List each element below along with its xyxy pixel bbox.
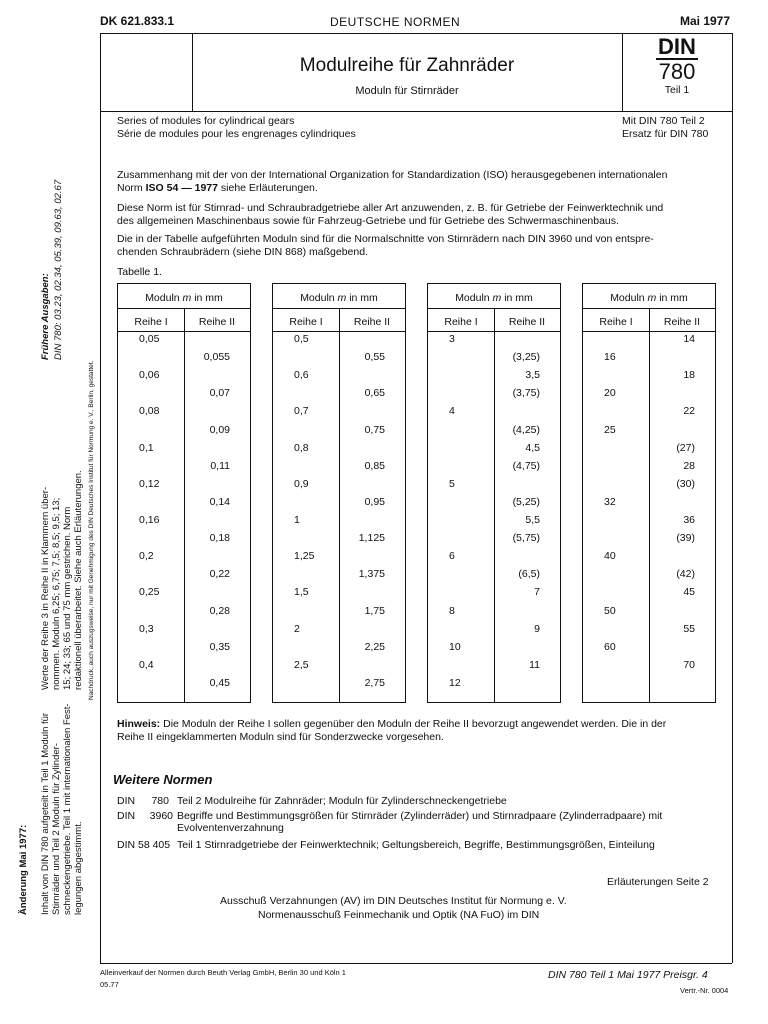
table-cell-reihe-1: 0,5 [294, 333, 309, 345]
english-title: Series of modules for cylindrical gears [117, 115, 295, 127]
frame-top-line [100, 33, 732, 34]
din-number: 780 [658, 59, 696, 84]
table-cell-reihe-2: (39) [676, 532, 695, 545]
table-title-text: Moduln [455, 292, 493, 304]
committee-line2: Normenausschuß Feinmechanik und Optik (NA FuO) im DIN [258, 909, 540, 921]
table-cell-reihe-2: (6,5) [518, 568, 540, 581]
table-cell-reihe-2: 1,75 [364, 604, 385, 617]
note-line2: Reihe II eingeklammerten Moduln sind für Sonderzwecke vorgesehen. [117, 731, 444, 743]
further-text: Begriffe und Bestimmungsgrößen für Stirnräder (Zylinderräder) und Stirnradpaare (Zylinderradpaare) mit [177, 810, 663, 822]
table-cell-reihe-2: 0,45 [209, 676, 230, 689]
table-title [428, 292, 560, 304]
table-cell-reihe-2: 2,75 [364, 676, 385, 689]
table-cell-reihe-1: 16 [604, 351, 616, 364]
table-title-symbol: m [647, 292, 657, 304]
table-cell-reihe-2: 0,22 [209, 568, 230, 581]
table-cell-reihe-1: 6 [449, 550, 455, 563]
table-title-unit: in mm [346, 292, 378, 304]
frame-bottom-line [100, 963, 732, 964]
further-din: DIN [117, 795, 136, 807]
table-cell-reihe-1: 32 [604, 495, 616, 508]
table-label: Tabelle 1. [117, 266, 162, 278]
french-title: Série de modules pour les engrenages cylindriques [117, 128, 356, 140]
footer-reference: DIN 780 Teil 1 Mai 1977 Preisgr. 4 [548, 969, 708, 981]
table-cell-reihe-2: (3,75) [512, 387, 540, 400]
table-cell-reihe-2: 4,5 [525, 441, 540, 454]
table-title [118, 292, 250, 304]
intro-p2-line1: Diese Norm ist für Stirnrad- und Schraubradgetriebe aller Art anzuwenden, z. B. für Getriebe der Feinwerktechnik und [117, 202, 664, 214]
table-cell-reihe-1: 0,25 [139, 586, 160, 599]
table-cell-reihe-2: 0,55 [364, 351, 385, 364]
table-cell-reihe-1: 0,7 [294, 405, 309, 418]
table-block [427, 283, 561, 703]
values-note-line2: nommen. Moduln 6,25; 6,75; 7,5; 8,5; 9,5; 13; [51, 497, 62, 690]
table-cell-reihe-1: 0,6 [294, 369, 309, 382]
table-cell-reihe-1: 8 [449, 604, 455, 617]
table-cell-reihe-2: 0,055 [203, 351, 230, 364]
footer-vertrag: Vertr.-Nr. 0004 [680, 986, 729, 995]
table-cell-reihe-2: 1,375 [358, 568, 385, 581]
table-cell-reihe-1: 1,25 [294, 550, 315, 563]
table-cell-reihe-1: 0,4 [139, 658, 154, 671]
din-part: Teil 1 [664, 84, 690, 96]
with-reference: Mit DIN 780 Teil 2 [622, 115, 705, 127]
table-cell-reihe-2: 0,28 [209, 604, 230, 617]
table-cell-reihe-2: (4,75) [512, 459, 540, 472]
further-din: DIN [117, 810, 136, 822]
table-cell-reihe-2: 0,18 [209, 532, 230, 545]
table-title-symbol: m [337, 292, 347, 304]
table-cell-reihe-1: 5 [449, 477, 455, 490]
column-header-reihe-1: Reihe I [599, 316, 633, 328]
header-date: Mai 1977 [680, 14, 731, 28]
table-cell-reihe-1: 0,16 [139, 514, 160, 526]
intro-p2-line2: des allgemeinen Maschinenbaus sowie für Fahrzeug-Getriebe und für Getriebe des Schwermaschinenbaus. [117, 215, 619, 227]
table-cell-reihe-1: 50 [604, 604, 616, 617]
reprint-notice: Nachdruck, auch auszugsweise, nur mit Genehmigung des DIN Deutsches Institut für Normung e. V., Berlin, gestattet. [88, 360, 95, 700]
table-cell-reihe-1: 0,06 [139, 369, 160, 382]
table-cell-reihe-2: 0,85 [364, 459, 385, 472]
main-title: Modulreihe für Zahnräder [299, 55, 515, 76]
table-cell-reihe-1: 60 [604, 640, 616, 653]
table-cell-reihe-1: 12 [449, 676, 461, 689]
table-cell-reihe-2: 0,65 [364, 387, 385, 400]
din-mark [622, 36, 732, 96]
table-cell-reihe-2: (27) [676, 441, 695, 454]
header-title: DEUTSCHE NORMEN [330, 15, 461, 29]
table-cell-reihe-2: (5,25) [512, 495, 540, 508]
table-cell-reihe-2: 45 [683, 586, 695, 599]
table-cell-reihe-2: 14 [683, 333, 695, 345]
further-num: 3960 [149, 810, 173, 822]
table-cell-reihe-2: (3,25) [512, 351, 540, 364]
see-explanations: Erläuterungen Seite 2 [607, 876, 709, 888]
table-cell-reihe-2: 0,14 [209, 495, 230, 508]
table-cell-reihe-1: 1 [294, 514, 300, 526]
table-cell-reihe-2: 0,11 [210, 459, 230, 472]
table-cell-reihe-1: 4 [449, 405, 455, 418]
table-title-unit: in mm [191, 292, 223, 304]
table-title-text: Moduln [145, 292, 183, 304]
table-cell-reihe-2: 11 [529, 658, 540, 671]
change-line4: legungen abgestimmt. [73, 821, 84, 915]
table-title [273, 292, 405, 304]
iso-reference: ISO 54 — 1977 [145, 182, 218, 194]
table-cell-reihe-2: 0,09 [209, 423, 230, 436]
intro-p1-line1: Zusammenhang mit der von der International Organization for Standardization (ISO) herausgegebenen internationalen [117, 169, 668, 181]
table-cell-reihe-1: 0,05 [139, 333, 160, 345]
table-cell-reihe-2: 70 [683, 658, 695, 671]
table-cell-reihe-1: 0,08 [139, 405, 160, 418]
table-cell-reihe-1: 0,12 [139, 477, 160, 490]
table-cell-reihe-1: 1,5 [294, 586, 309, 599]
title-block-divider [100, 111, 732, 112]
values-note-line3: 15; 24; 33; 65 und 75 mm gestrichen. Norm [62, 506, 73, 690]
table-cell-reihe-2: (30) [676, 477, 695, 490]
earlier-editions: DIN 780: 03.23, 02.34, 05.39, 09.63, 02.67 [53, 179, 64, 360]
note-line1 [117, 718, 666, 731]
earlier-editions-title: Frühere Ausgaben: [40, 273, 51, 360]
table-cell-reihe-1: 2 [294, 622, 300, 635]
din-logo: DIN [658, 34, 696, 59]
table-column-rule [649, 308, 650, 702]
table-title [583, 292, 715, 304]
table-cell-reihe-2: 55 [683, 622, 695, 635]
table-cell-reihe-2: 18 [683, 369, 695, 382]
note-text: Die Moduln der Reihe I sollen gegenüber den Moduln der Reihe II bevorzugt angewendet werden. Die in der [160, 718, 667, 730]
further-text: Teil 2 Modulreihe für Zahnräder; Moduln für Zylinderschneckengetriebe [177, 795, 507, 807]
further-text: Teil 1 Stirnradgetriebe der Feinwerktechnik; Geltungsbereich, Begriffe, Bestimmungsgrößen, Einteilung [177, 839, 655, 851]
column-header-reihe-2: Reihe II [198, 316, 236, 328]
table-block [582, 283, 716, 703]
table-cell-reihe-1: 0,3 [139, 622, 154, 635]
table-cell-reihe-1: 25 [604, 423, 616, 436]
further-din: DIN 58 405 [117, 839, 171, 851]
intro-p1-line2 [117, 182, 318, 195]
further-heading: Weitere Normen [113, 772, 213, 787]
note-label: Hinweis: [117, 718, 161, 730]
further-text-cont: Evolventenverzahnung [177, 822, 284, 834]
dk-number: DK 621.833.1 [100, 14, 175, 28]
column-header-reihe-1: Reihe I [289, 316, 323, 328]
change-title: Änderung Mai 1977: [18, 824, 29, 915]
table-cell-reihe-2: 0,95 [364, 495, 385, 508]
change-line1: Inhalt von DIN 780 aufgeteilt in Teil 1 Moduln für [40, 712, 51, 915]
table-cell-reihe-2: 2,25 [364, 640, 385, 653]
table-cell-reihe-1: 3 [449, 333, 455, 345]
table-cell-reihe-2: (4,25) [512, 423, 540, 436]
values-note-line1: Werte der Reihe 3 in Reihe II in Klammern über- [40, 486, 51, 690]
table-cell-reihe-1: 0,1 [139, 441, 154, 454]
table-cell-reihe-1: 0,9 [294, 477, 309, 490]
table-cell-reihe-1: 0,2 [139, 550, 154, 563]
table-title-symbol: m [492, 292, 502, 304]
table-cell-reihe-2: 7 [534, 586, 540, 599]
change-line3: schneckengetriebe. Teil 1 mit internationalen Fest- [62, 703, 73, 915]
table-cell-reihe-2: (5,75) [512, 532, 540, 545]
table-cell-reihe-2: 0,07 [209, 387, 230, 400]
intro-p3-line1: Die in der Tabelle aufgeführten Moduln sind für die Normalschnitte von Stirnrädern nach DIN 3960 und von entspre- [117, 233, 654, 245]
column-header-reihe-2: Reihe II [508, 316, 546, 328]
table-cell-reihe-1: 40 [604, 550, 616, 563]
subtitle: Moduln für Stirnräder [355, 85, 459, 97]
column-header-reihe-1: Reihe I [444, 316, 478, 328]
table-title-unit: in mm [656, 292, 688, 304]
intro-text: Norm [117, 182, 146, 194]
table-cell-reihe-1: 0,8 [294, 441, 309, 454]
table-cell-reihe-2: 1,125 [358, 532, 385, 545]
table-cell-reihe-2: 0,35 [209, 640, 230, 653]
table-cell-reihe-2: 28 [683, 459, 695, 472]
table-cell-reihe-2: 3,5 [525, 369, 540, 382]
column-header-reihe-2: Reihe II [353, 316, 391, 328]
table-cell-reihe-2: (42) [676, 568, 695, 581]
replaces-reference: Ersatz für DIN 780 [622, 128, 709, 140]
committee-line1: Ausschuß Verzahnungen (AV) im DIN Deutsches Institut für Normung e. V. [220, 895, 567, 907]
table-cell-reihe-2: 9 [534, 622, 540, 635]
table-cell-reihe-2: 22 [683, 405, 695, 418]
values-note-line4: redaktionell überarbeitet. Siehe auch Erläuterungen. [73, 470, 84, 690]
intro-p3-line2: chenden Schraubrädern (siehe DIN 868) maßgebend. [117, 246, 368, 258]
further-num: 780 [151, 795, 169, 807]
table-cell-reihe-1: 2,5 [294, 658, 309, 671]
table-cell-reihe-2: 0,75 [364, 423, 385, 436]
table-cell-reihe-1: 10 [449, 640, 461, 653]
table-title-text: Moduln [300, 292, 338, 304]
column-header-reihe-2: Reihe II [663, 316, 701, 328]
table-title-symbol: m [182, 292, 192, 304]
footer-publisher: Alleinverkauf der Normen durch Beuth Verlag GmbH, Berlin 30 und Köln 1 [100, 968, 346, 977]
table-title-unit: in mm [501, 292, 533, 304]
table-cell-reihe-2: 5,5 [525, 514, 540, 526]
change-line2: Stirnräder und Teil 2 Moduln für Zylinder- [51, 743, 62, 915]
table-title-text: Moduln [610, 292, 648, 304]
table-cell-reihe-1: 20 [604, 387, 616, 400]
column-header-reihe-1: Reihe I [134, 316, 168, 328]
table-cell-reihe-2: 36 [683, 514, 695, 526]
intro-text: siehe Erläuterungen. [217, 182, 318, 194]
footer-code: 05.77 [100, 980, 119, 989]
